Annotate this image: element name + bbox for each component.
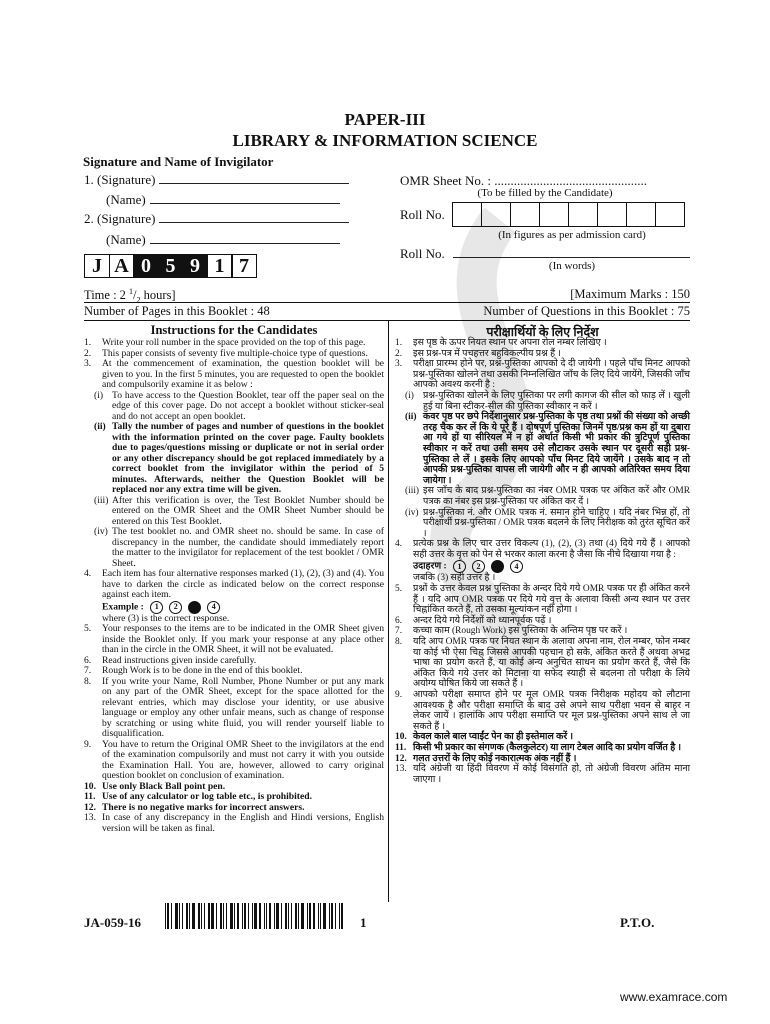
instruction-item: 5. Your responses to the items are to be indicated in the OMR Sheet given inside the Booklet only. If you mark your response at any place other than in the circle in the OMR Sheet, it will not be evaluated. bbox=[84, 623, 384, 655]
barcode-bar bbox=[291, 903, 292, 929]
instruction-item: 13. In case of any discrepancy in the English and Hindi versions, English version will be taken as final. bbox=[84, 812, 384, 834]
barcode-bar bbox=[335, 903, 336, 929]
bubble-option-filled: 3 bbox=[491, 560, 504, 573]
instruction-item: 10. केवल काले बाल प्वाईंट पेन का ही इस्तेमाल करें । bbox=[395, 732, 574, 743]
example-row: Example : 1 2 3 4 bbox=[84, 601, 384, 614]
instruction-subitem: (i) To have access to the Question Booklet, tear off the paper seal on the edge of this cover page. Do not accept a booklet without sticker-seal and do not accept an open booklet. bbox=[94, 389, 384, 422]
barcode-bar bbox=[234, 903, 235, 929]
barcode-bar bbox=[329, 903, 330, 929]
roll-words-label: Roll No. bbox=[400, 246, 445, 261]
instruction-item: 2. This paper consists of seventy five multiple-choice type of questions. bbox=[84, 347, 368, 359]
roll-number-note: (In figures as per admission card) bbox=[498, 229, 646, 241]
barcode-bar bbox=[167, 903, 169, 929]
instruction-item: 11. Use of any calculator or log table etc., is prohibited. bbox=[84, 791, 312, 802]
barcode-bar bbox=[189, 903, 190, 929]
barcode-bar bbox=[269, 903, 271, 929]
barcode-bar bbox=[201, 903, 202, 929]
instruction-item: 10. Use only Black Ball point pen. bbox=[84, 780, 226, 792]
instructions-list-en bbox=[84, 338, 384, 834]
instruction-item: 7. Rough Work is to be done in the end of this booklet. bbox=[84, 665, 303, 676]
barcode-bar bbox=[186, 903, 188, 929]
roll-digit-box[interactable] bbox=[626, 202, 656, 227]
barcode-bar bbox=[165, 903, 166, 929]
divider-line bbox=[84, 302, 690, 303]
roll-digit-box[interactable] bbox=[597, 202, 627, 227]
example-bubbles bbox=[150, 601, 220, 614]
instruction-subitem: (iii) After this verification is over, the Test Booklet Number should be entered on the OMR Sheet and the OMR Sheet Number should be entered on this Test Booklet. bbox=[94, 494, 384, 527]
barcode-bar bbox=[248, 903, 249, 929]
instruction-item: 9. आपको परीक्षा समाप्त होने पर मूल OMR पत्रक निरीक्षक महोदय को लौटाना आवश्यक है और परीक्षा समाप्ति के बाद उसे अपने साथ परीक्षा भवन से बाहर न लेकर जायें । हालांकि आप परीक्षा समाप्ति पर मूल प्रश्न-पुस्तिका अपने साथ ले जा सकते हैं । bbox=[395, 690, 690, 732]
barcode-bar bbox=[223, 903, 224, 929]
instruction-item: 5. प्रश्नों के उत्तर केवल प्रश्न पुस्तिका के अन्दर दिये गये OMR पत्रक पर ही अंकित करने हैं । यदि आप OMR पत्रक पर दिये गये वृत्त के अलावा किसी अन्य स्थान पर उत्तर चिह्नांकित करते हैं, तो उसका मूल्यांकन नहीं होगा । bbox=[395, 584, 690, 616]
roll-digit-box[interactable] bbox=[481, 202, 511, 227]
bubble-option: 4 bbox=[510, 560, 523, 573]
subject-title: LIBRARY & INFORMATION SCIENCE bbox=[232, 131, 538, 150]
maximum-marks: [Maximum Marks : 150 bbox=[570, 287, 690, 301]
booklet-code bbox=[84, 254, 256, 278]
barcode-bar bbox=[182, 903, 183, 929]
name-line-2: (Name) bbox=[84, 232, 340, 248]
instruction-subitem: (i) प्रश्न-पुस्तिका खोलने के लिए पुस्तिका पर लगी कागज की सील को फाड़ लें । खुली हुई या बिना स्टीकर-सील की पुस्तिका स्वीकार न करें । bbox=[405, 390, 690, 412]
example-row: उदाहरण : 1 2 3 4 bbox=[395, 560, 690, 573]
signature-line-2: 2. (Signature) bbox=[84, 211, 349, 227]
signature-heading: Signature and Name of Invigilator bbox=[83, 154, 274, 169]
barcode-bar bbox=[274, 903, 275, 929]
bubble-option: 2 bbox=[169, 601, 182, 614]
column-divider bbox=[388, 320, 389, 902]
omr-sheet-note: (To be filled by the Candidate) bbox=[477, 187, 613, 199]
name-line-1: (Name) bbox=[84, 192, 340, 208]
barcode-bar bbox=[331, 903, 333, 929]
instruction-item: 6. Read instructions given inside carefully. bbox=[84, 654, 257, 666]
code-char: 1 bbox=[207, 254, 233, 278]
instruction-item: 13. यदि अंग्रेजी या हिंदी विवरण में कोई विसंगति हो, तो अंग्रेजी विवरण अंतिम माना जाएगा । bbox=[395, 764, 690, 785]
instructions-title-hi: परीक्षार्थियों के लिए निर्देश bbox=[486, 325, 599, 339]
instruction-item: 7. कच्चा काम (Rough Work) इस पुस्तिका के अन्तिम पृष्ठ पर करें । bbox=[395, 626, 628, 637]
barcode-bar bbox=[301, 903, 304, 929]
barcode-bar bbox=[237, 903, 239, 929]
barcode-bar bbox=[309, 903, 311, 929]
page-number: 1 bbox=[360, 915, 367, 930]
code-char: A bbox=[109, 254, 135, 278]
omr-sheet-label: OMR Sheet No. : ............................................... bbox=[400, 173, 647, 188]
barcode-bar bbox=[276, 903, 279, 929]
barcode-bar bbox=[230, 903, 233, 929]
instruction-subitem: (ii) Tally the number of pages and number of questions in the booklet with the information printed on the cover page. Faulty booklets due to pages/questions missing or duplicate or not in serial order or any other discrepancy should be got replaced immediately by a correct booklet from the invigilator within the period of 5 minutes. Afterwards, neither the Question Booklet will be replaced nor any extra time will be given. bbox=[94, 421, 384, 495]
code-char: 0 bbox=[133, 254, 159, 278]
roll-digit-box[interactable] bbox=[510, 202, 540, 227]
instruction-item: 4. Each item has four alternative responses marked (1), (2), (3) and (4). You have to darken the circle as indicated below on the correct response against each item. bbox=[84, 568, 384, 600]
barcode-bar bbox=[208, 903, 210, 929]
barcode-bar bbox=[313, 903, 315, 929]
instruction-item: 2. इस प्रश्न-पत्र में पचहत्तर बहुविकल्पीय प्रश्न हैं । bbox=[395, 348, 561, 359]
barcode-bar bbox=[211, 903, 214, 929]
barcode-bar bbox=[318, 903, 319, 929]
instruction-item: 9. You have to return the Original OMR Sheet to the invigilators at the end of the examination compulsorily and must not carry it with you outside the Examination Hall. You are, however, allowed to carry original question booklet on conclusion of examination. bbox=[84, 738, 384, 781]
barcode-bar bbox=[307, 903, 308, 929]
barcode-bar bbox=[192, 903, 195, 929]
pto-label: P.T.O. bbox=[620, 915, 655, 930]
bubble-option: 2 bbox=[472, 560, 485, 573]
bubble-option-filled: 3 bbox=[188, 601, 201, 614]
barcode bbox=[165, 903, 345, 929]
barcode-bar bbox=[242, 903, 243, 929]
instruction-item: 12. There is no negative marks for incorrect answers. bbox=[84, 801, 305, 813]
divider-line bbox=[84, 320, 690, 321]
roll-digit-box[interactable] bbox=[655, 202, 685, 227]
instructions-list-hi bbox=[395, 338, 690, 785]
code-char: 9 bbox=[182, 254, 208, 278]
instruction-item: 1. इस पृष्ठ के ऊपर नियत स्थान पर अपना रोल नम्बर लिखिए । bbox=[395, 338, 607, 348]
instruction-item: 3. At the commencement of examination, the question booklet will be given to you. In the first 5 minutes, you are requested to open the booklet and compulsorily examine it as below : bbox=[84, 358, 384, 390]
barcode-bar bbox=[339, 903, 340, 929]
barcode-bar bbox=[264, 903, 265, 929]
barcode-bar bbox=[175, 903, 178, 929]
roll-digit-box[interactable] bbox=[568, 202, 598, 227]
barcode-bar bbox=[288, 903, 289, 929]
instruction-item: 12. गलत उत्तरों के लिए कोई नकारात्मक अंक नहीं हैं । bbox=[395, 753, 577, 764]
barcode-bar bbox=[298, 903, 299, 929]
roll-words-field[interactable] bbox=[453, 257, 690, 258]
barcode-bar bbox=[179, 903, 180, 929]
instruction-subitem: (iv) प्रश्न-पुस्तिका नं. और OMR पत्रक नं. समान होने चाहिए । यदि नंबर भिन्न हों, तो परीक्षार्थी प्रश्न-पुस्तिका / OMR पत्रक बदलने के लिए निरीक्षक को तुरंत सूचित करें । bbox=[405, 507, 690, 539]
barcode-bar bbox=[216, 903, 217, 929]
code-char: 5 bbox=[158, 254, 184, 278]
instruction-item: 6. अन्दर दिये गये निर्देशों को ध्यानपूर्वक पढ़ें । bbox=[395, 615, 552, 626]
barcode-bar bbox=[320, 903, 321, 929]
bubble-option: 1 bbox=[150, 601, 163, 614]
bubble-option: 1 bbox=[453, 560, 466, 573]
paper-label: PAPER-III bbox=[344, 110, 426, 129]
barcode-bar bbox=[341, 903, 343, 929]
instruction-item: 4. प्रत्येक प्रश्न के लिए चार उत्तर विकल्प (1), (2), (3) तथा (4) दिये गये हैं । आपको सही उत्तर के वृत्त को पेन से भरकर काला करना है जैसा कि नीचे दिखाया गया है : bbox=[395, 539, 690, 560]
signature-line-1: 1. (Signature) bbox=[84, 172, 349, 188]
roll-digit-box[interactable] bbox=[452, 202, 482, 227]
page-count: Number of Pages in this Booklet : 48 bbox=[84, 304, 270, 318]
barcode-bar bbox=[226, 903, 227, 929]
barcode-bar bbox=[244, 903, 246, 929]
paper-code: JA-059-16 bbox=[84, 915, 142, 930]
instruction-item: 11. किसी भी प्रकार का संगणक (कैलकुलेटर) या लाग टेबल आदि का प्रयोग वर्जित है । bbox=[395, 742, 682, 753]
instructions-title-en: Instructions for the Candidates bbox=[150, 323, 318, 337]
instruction-item: 8. यदि आप OMR पत्रक पर नियत स्थान के अलावा अपना नाम, रोल नम्बर, फोन नम्बर या कोई भी ऐसा चिह्न जिससे आपकी पहचान हो सके, अंकित करते हैं अथवा अभद्र भाषा का प्रयोग करते हैं, या कोई अन्य अनुचित साधन का प्रयोग करते हैं, जैसे कि अंकित किये गये उत्तर को मिटाना या सफेद स्याही से बदलना तो परीक्षा के लिये अयोग्य घोषित किये जा सकते हैं । bbox=[395, 637, 690, 690]
barcode-bar bbox=[171, 903, 172, 929]
instruction-subitem: (iv) The test booklet no. and OMR sheet no. should be same. In case of discrepancy in the number, the candidate should immediately report the matter to the invigilator for replacement of the test booklet / OMR Sheet. bbox=[94, 526, 384, 569]
instruction-subitem: (iii) इस जाँच के बाद प्रश्न-पुस्तिका का नंबर OMR पत्रक पर अंकित करें और OMR पत्रक का नंबर इस प्रश्न-पुस्तिका पर अंकित कर दें । bbox=[405, 486, 690, 507]
barcode-bar bbox=[266, 903, 267, 929]
roll-number-label: Roll No. bbox=[400, 207, 445, 222]
barcode-bar bbox=[285, 903, 287, 929]
roll-number-boxes[interactable] bbox=[452, 202, 684, 227]
instruction-item: 1. Write your roll number in the space provided on the top of this page. bbox=[84, 337, 366, 348]
question-count: Number of Questions in this Booklet : 75 bbox=[483, 304, 690, 318]
barcode-bar bbox=[323, 903, 326, 929]
example-bubbles bbox=[453, 560, 523, 573]
barcode-bar bbox=[220, 903, 222, 929]
code-char: 7 bbox=[231, 254, 257, 278]
instruction-item: जबकि (3) सही उत्तर है । bbox=[413, 573, 496, 584]
barcode-bar bbox=[295, 903, 297, 929]
barcode-bar bbox=[204, 903, 205, 929]
barcode-bar bbox=[259, 903, 261, 929]
bubble-option: 4 bbox=[207, 601, 220, 614]
roll-digit-box[interactable] bbox=[539, 202, 569, 227]
time-allowed: Time : 2 $^1/_2$ hours] bbox=[84, 287, 176, 305]
site-watermark-text: www.examrace.com bbox=[620, 990, 728, 1004]
barcode-bar bbox=[254, 903, 257, 929]
code-char: J bbox=[84, 254, 110, 278]
instruction-item: 8. If you write your Name, Roll Number, Phone Number or put any mark on any part of the OMR Sheet, except for the space allotted for the relevant entries, which may disclose your identity, or use abusive language or employ any other unfair means, such as change of response by scratching or using white fluid, you will render yourself liable to disqualification. bbox=[84, 675, 384, 739]
instruction-item: where (3) is the correct response. bbox=[102, 612, 230, 624]
barcode-bar bbox=[252, 903, 253, 929]
instruction-subitem: (ii) कवर पृष्ठ पर छपे निर्देशानुसार प्रश्न-पुस्तिका के पृष्ठ तथा प्रश्नों की संख्या को अच्छी तरह चैक कर लें कि ये पूरे हैं । दोषपूर्ण पुस्तिका जिनमें पृष्ठ/प्रश्न कम हों या दुबारा आ गये हों या सीरियल में न हों अर्थात किसी भी प्रकार की त्रुटिपूर्ण पुस्तिका स्वीकार न करें तथा उसी समय उसे लौटाकर उसके स्थान पर दूसरी सही प्रश्न-पुस्तिका ले लें । इसके लिए आपको पाँच मिनट दिये जायेंगे । उसके बाद न तो आपकी प्रश्न-पुस्तिका वापस ली जायेगी और न ही आपको अतिरिक्त समय दिया जायेगा । bbox=[405, 412, 690, 486]
instruction-item: 3. परीक्षा प्रारम्भ होने पर, प्रश्न-पुस्तिका आपको दे दी जायेगी । पहले पाँच मिनट आपको प्रश्न-पुस्तिका खोलने तथा उसकी निम्नलिखित जाँच के लिए दिये जायेंगे, जिसकी जाँच आपको अवश्य करनी है : bbox=[395, 359, 690, 391]
barcode-bar bbox=[281, 903, 282, 929]
roll-words-note: (In words) bbox=[548, 260, 596, 272]
barcode-bar bbox=[198, 903, 200, 929]
